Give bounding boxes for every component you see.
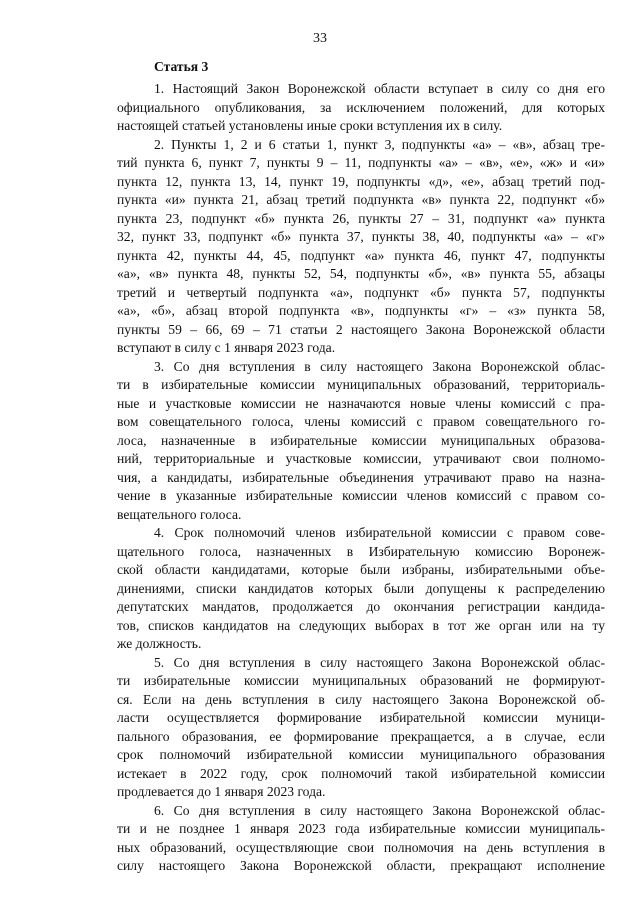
text-line: официального опубликования, за исключением положений, для которых <box>117 99 605 115</box>
text-line: 1. Настоящий Закон Воронежской области вступает в силу со дня его <box>154 81 605 96</box>
text-line: пункта 12, пункта 13, 14, пункт 19, подпункты «д», «е», абзац третий под- <box>117 173 605 189</box>
text-line: продлевается до 1 января 2023 года. <box>117 784 326 799</box>
paragraph-4 <box>117 524 605 654</box>
text-line: третий и четвертый подпункта «а», подпункт «б» пункта 57, подпункты <box>117 284 605 300</box>
paragraph-list <box>117 80 605 876</box>
text-line: депутатских мандатов, продолжается до окончания регистрации кандида- <box>117 599 605 614</box>
text-line: настоящей статьей установлены иные сроки вступления их в силу. <box>117 118 503 133</box>
text-line: ных образований, осуществляющие свои полномочия на день вступления в <box>117 839 605 855</box>
text-line: ти в избирательные комиссии муниципальных образований, территориаль- <box>117 377 605 392</box>
text-line: ти и не позднее 1 января 2023 года избирательные комиссии муниципаль- <box>117 821 605 836</box>
text-line: же должность. <box>117 636 202 651</box>
paragraph-3 <box>117 358 605 525</box>
text-line: вступают в силу с 1 января 2023 года. <box>117 340 336 355</box>
text-line: «а», «б», абзац второй подпункта «в», подпункты «г» – «з» пункта 58, <box>117 303 605 318</box>
paragraph-6 <box>117 802 605 876</box>
text-line: 5. Со дня вступления в силу настоящего Закона Воронежской облас- <box>154 654 605 670</box>
text-line: ти избирательные комиссии муниципальных образований не формируют- <box>117 673 605 688</box>
text-line: пального образования, ее формирование прекращается, а в случае, если <box>117 728 605 744</box>
text-line: вом совещательного голоса, члены комиссий с правом совещательного го- <box>117 414 605 429</box>
text-line: пункта «и» пункта 21, абзац третий подпункта «в» пункта 22, подпункт «б» <box>117 192 605 207</box>
text-line: щательного голоса, назначенных в Избирательную комиссию Воронеж- <box>117 543 605 559</box>
text-line: ные и участковые комиссии не назначаются новые члены комиссий с пра- <box>117 395 605 411</box>
text-line: чия, а кандидаты, избирательные объединения утрачивают право на назна- <box>117 469 605 485</box>
document-body <box>117 58 605 876</box>
page-number: 33 <box>313 31 327 46</box>
text-line: «а», «в» пункта 48, пункты 52, 54, подпункты «б», «в» пункта 55, абзацы <box>117 266 605 281</box>
text-line: тий пункта 6, пункт 7, пункты 9 – 11, подпункты «а» – «в», «е», «ж» и «и» <box>117 155 605 170</box>
text-line: 2. Пункты 1, 2 и 6 статьи 1, пункт 3, подпункты «а» – «в», абзац тре- <box>154 136 605 152</box>
text-line: 32, пункт 33, подпункт «б» пункта 37, пункты 38, 40, подпункты «а» – «г» <box>117 229 605 244</box>
paragraph-2 <box>117 136 605 358</box>
text-line: срок полномочий избирательной комиссии муниципального образования <box>117 747 605 762</box>
paragraph-5 <box>117 654 605 802</box>
paragraph-1 <box>117 80 605 136</box>
text-line: 6. Со дня вступления в силу настоящего Закона Воронежской облас- <box>154 802 605 818</box>
text-line: лоса, назначенные в избирательные комиссии муниципальных образова- <box>117 432 605 448</box>
text-line: пункта 23, подпункт «б» пункта 26, пункты 27 – 31, подпункт «а» пункта <box>117 210 605 226</box>
text-line: пункты 59 – 66, 69 – 71 статьи 2 настоящего Закона Воронежской области <box>117 321 605 337</box>
text-line: 4. Срок полномочий членов избирательной комиссии с правом сове- <box>154 525 605 540</box>
text-line: пункта 42, пункты 44, 45, подпункт «а» пункта 46, пункт 47, подпункты <box>117 247 605 263</box>
text-line: тов, списков кандидатов на следующих выборах в тот же орган или на ту <box>117 617 605 633</box>
text-line: ний, территориальные и участковые комиссии, утрачивают свои полномо- <box>117 451 605 466</box>
text-line: истекает в 2022 году, срок полномочий такой избирательной комиссии <box>117 765 605 781</box>
text-line: силу настоящего Закона Воронежской области, прекращают исполнение <box>117 858 605 873</box>
text-line: 3. Со дня вступления в силу настоящего Закона Воронежской облас- <box>154 358 605 374</box>
text-line: ласти осуществляется формирование избирательной комиссии муници- <box>117 710 605 725</box>
text-line: чение в указанные избирательные комиссии членов комиссий с правом со- <box>117 488 605 503</box>
text-line: динениями, списки кандидатов которых были допущены к распределению <box>117 580 605 596</box>
article-title: Статья 3 <box>154 59 209 74</box>
text-line: вещательного голоса. <box>117 506 242 522</box>
text-line: ской области кандидатами, которые были избраны, избирательными объе- <box>117 562 605 577</box>
text-line: ся. Если на день вступления в силу настоящего Закона Воронежской об- <box>117 691 605 707</box>
